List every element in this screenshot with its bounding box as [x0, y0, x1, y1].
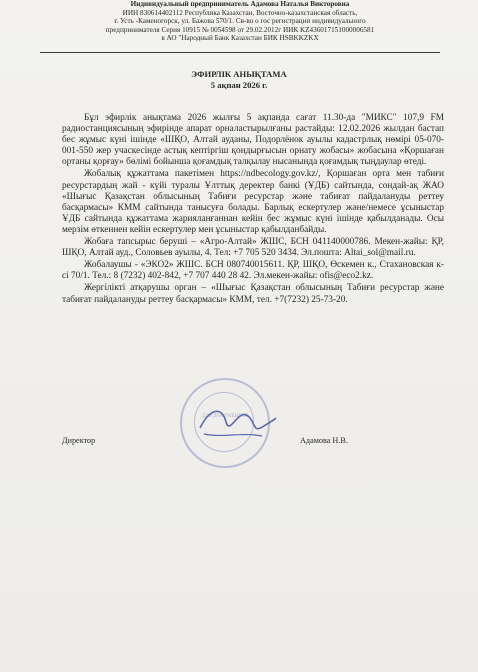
- letterhead-name: Индивидуальный предприниматель Адамова Наталья Викторовна: [130, 0, 350, 8]
- handwritten-signature: [192, 398, 278, 448]
- document-body: [62, 113, 444, 307]
- title-text: ЭФИРЛІК АНЫҚТАМА: [191, 69, 287, 79]
- stamp-text: ДЛЯ ДОКУМЕНТОВ: [201, 414, 249, 419]
- director-label: Директор: [62, 436, 96, 445]
- document-title: [0, 69, 478, 90]
- paragraph-authority: Жергілікті атқарушы орган – «Шығыс Қазақстан облысының Табиғи ресурстар және табиғат пайдалануды реттеу басқармасы» КММ, тел. +7(7232) 25-73-20.: [62, 283, 444, 305]
- letterhead-address: г. Усть -Каменогорск, ул. Бажова 570/1. Св-во о гос регистрации индивидуального: [114, 17, 366, 26]
- title-date: 5 ақпан 2026 г.: [210, 79, 268, 90]
- letterhead-registration: предпринимателя Серия 10915 № 0054598 от 29.02.2012г ИИК KZ436017151000006581: [105, 25, 375, 34]
- paragraph-customer: Жобаға тапсырыс беруші – «Агро-Алтай» ЖШС, БСН 041140000786. Мекен-жайы: ҚР, ШҚО, Алтай ауд., Соловьев ауылы, 4. Тел: +7 705 520 3434. Эл.пошта: Altai_sol@mail.ru.: [62, 237, 444, 259]
- paragraph-designer: Жобалаушы - «ЭКО2» ЖШС. БСН 080740015611. ҚР, ШҚО, Өскемен к., Стахановская к-сі 70/1. Тел.: 8 (7232) 402-842, +7 707 440 28 42. Эл.мекен-жайы: ofis@eco2.kz.: [62, 260, 444, 282]
- letterhead: [40, 0, 440, 43]
- letterhead-bank: в АО "Народный Банк Казахстан БИК HSBKKZKX: [161, 34, 319, 43]
- signer-name: Адамова Н.В.: [300, 436, 348, 445]
- letterhead-iin: ИИН 830614402112 Республика Казахстан, Восточно-казахстанская область,: [122, 8, 358, 17]
- paragraph-broadcast: Бұл эфирлік анықтама 2026 жылғы 5 ақпанда сағат 11.30-да "МИКС" 107,9 FM радиостанциясының эфирінде апарат орналастырылғаны растайды: 12.02.2026 жылдан бастап бес жұмыс күні ішінде «ШҚО, Алтай ауданы, Подорлёнок ауылы кадастрлық нөмірі 05-070-001-550 жер учаскесінде астық кептіргіш қондырғысын орнату жобасы» жобасына «Қоршаған ортаны қорғау» бөлімі бойынша қоғамдық талқылау нысанында қоғамдық тыңдаулар өтеді.: [62, 113, 444, 168]
- header-divider: [40, 52, 440, 53]
- paragraph-documentation: Жобалық құжаттама пакетімен https://ndbecology.gov.kz/, Қоршаған орта мен табиғи ресурстардың жай - күйі туралы Ұлттық деректер банкі (ҰДБ) сайтында, сондай-ақ ЖАО «Шығыс Қазақстан облысының Табиғи ресурстар және табиғат пайдалануды реттеу басқармасы» КММ сайтында танысуға болады. Барлық ескертулер және/немесе ұсыныстар ҰДБ сайтында құжаттама жарияланғаннан кейін бес жұмыс күні ішінде қабылданады. Осы мерзім өткеннен кейін ескертулер мен ұсыныстар қабылданбайды.: [62, 169, 444, 235]
